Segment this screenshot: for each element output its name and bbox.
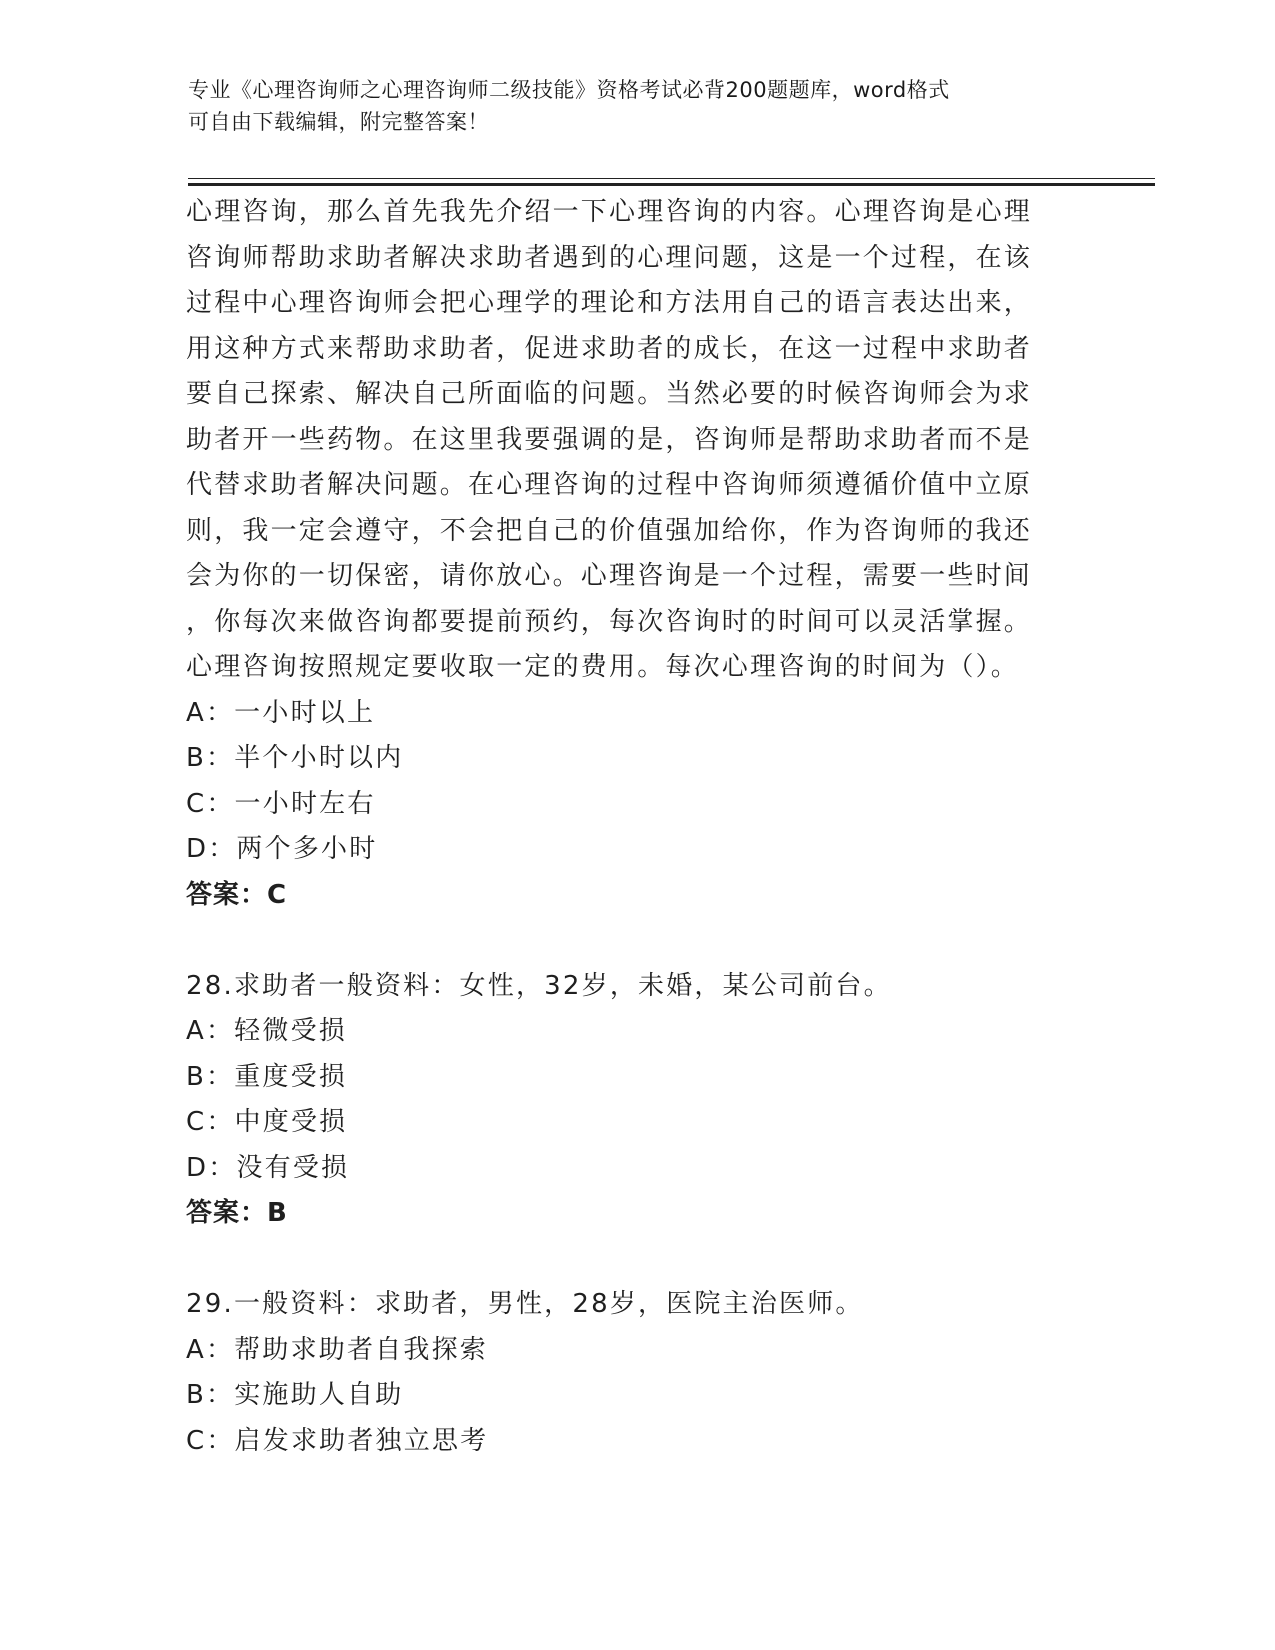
question-text-line: 则，我一定会遵守，不会把自己的价值强加给你，作为咨询师的我还 <box>186 515 1033 546</box>
option-b: B：实施助人自助 <box>186 1380 404 1410</box>
option-d: D：两个多小时 <box>186 834 378 864</box>
question-28 <box>186 964 1086 1237</box>
header-divider-thick <box>188 183 1155 186</box>
option-a: A：帮助求助者自我探索 <box>186 1334 488 1365</box>
answer-label: 答案：B <box>186 1198 288 1228</box>
question-text-line: 助者开一些药物。在这里我要强调的是，咨询师是帮助求助者而不是 <box>186 424 1033 455</box>
header-title-line-1: 专业《心理咨询师之心理咨询师二级技能》资格考试必背200题题库，word格式 <box>188 78 950 102</box>
question-27 <box>186 190 1086 918</box>
question-text-line: 要自己探索、解决自己所面临的问题。当然必要的时候咨询师会为求 <box>186 379 1033 409</box>
question-text-line: 心理咨询按照规定要收取一定的费用。每次心理咨询的时间为（）。 <box>186 652 1020 682</box>
question-text: 28.求助者一般资料：女性，32岁，未婚，某公司前台。 <box>186 970 892 1001</box>
question-text-line: 会为你的一切保密，请你放心。心理咨询是一个过程，需要一些时间 <box>186 561 1033 591</box>
option-a: A：一小时以上 <box>186 697 376 728</box>
question-text-line: 心理咨询，那么首先我先介绍一下心理咨询的内容。心理咨询是心理 <box>186 197 1033 227</box>
question-29 <box>186 1282 1086 1464</box>
option-b: B：重度受损 <box>186 1061 348 1092</box>
question-text-line: 咨询师帮助求助者解决求助者遇到的心理问题，这是一个过程，在该 <box>186 242 1033 273</box>
spacer <box>186 918 1086 964</box>
document-header <box>188 74 1068 138</box>
header-title-line-2: 可自由下载编辑，附完整答案！ <box>188 110 489 134</box>
option-c: C：一小时左右 <box>186 788 376 819</box>
option-c: C：中度受损 <box>186 1107 348 1137</box>
spacer <box>186 1237 1086 1283</box>
option-b: B：半个小时以内 <box>186 743 404 773</box>
question-text-line: ，你每次来做咨询都要提前预约，每次咨询时的时间可以灵活掌握。 <box>186 606 1033 637</box>
question-text-line: 过程中心理咨询师会把心理学的理论和方法用自己的语言表达出来， <box>186 288 1033 318</box>
header-divider-thin <box>188 178 1155 179</box>
question-text-line: 代替求助者解决问题。在心理咨询的过程中咨询师须遵循价值中立原 <box>186 470 1033 500</box>
option-c: C：启发求助者独立思考 <box>186 1425 489 1456</box>
option-a: A：轻微受损 <box>186 1016 347 1046</box>
document-body <box>186 190 1086 1464</box>
answer-label: 答案：C <box>186 879 288 910</box>
question-text-line: 用这种方式来帮助求助者，促进求助者的成长，在这一过程中求助者 <box>186 333 1033 364</box>
question-text: 29.一般资料：求助者，男性，28岁，医院主治医师。 <box>186 1289 864 1319</box>
option-d: D：没有受损 <box>186 1152 350 1183</box>
